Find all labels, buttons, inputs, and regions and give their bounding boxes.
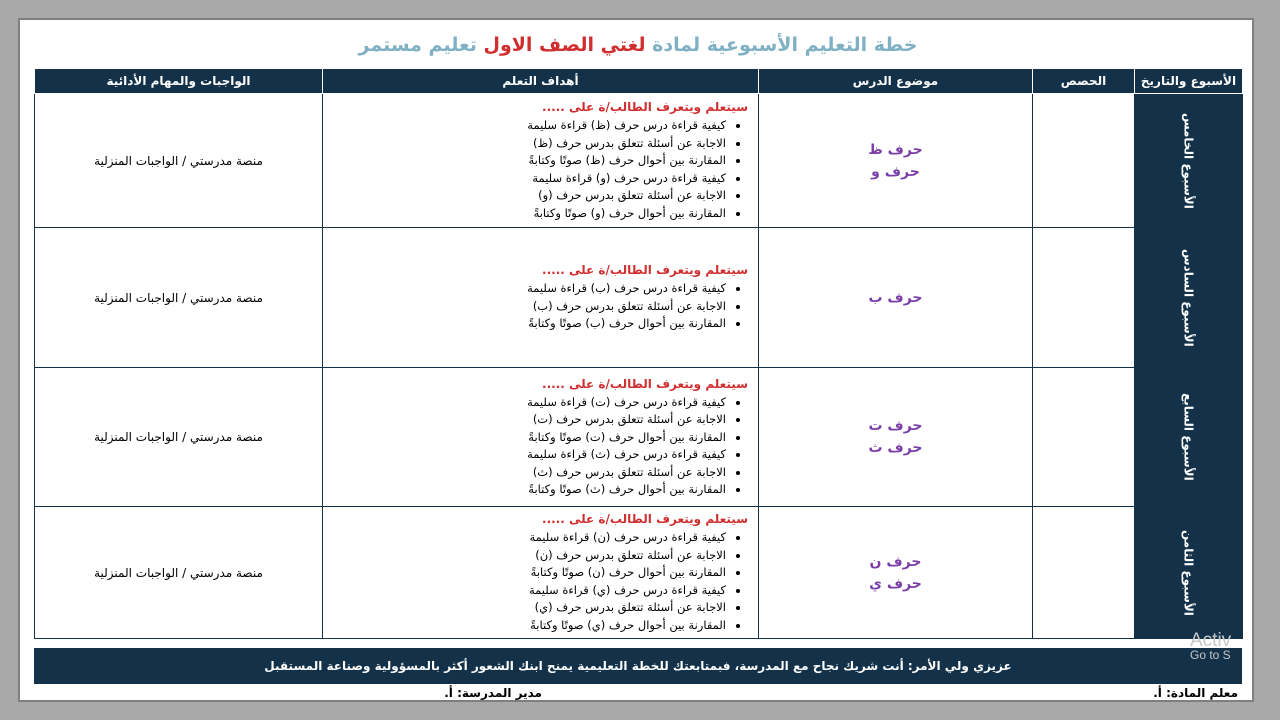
table-row <box>35 368 1243 507</box>
header-goals: أهداف التعلم <box>323 69 759 94</box>
goals-cell <box>323 228 759 368</box>
week-label: الأسبوع الثامن <box>1181 529 1196 616</box>
goal-item: • الاجابة عن أسئلة تتعلق بدرس حرف (ت) <box>333 411 726 429</box>
goal-item: • كيفية قراءة درس حرف (و) قراءة سليمة <box>333 170 726 188</box>
sessions-cell <box>1033 228 1135 368</box>
goal-item: • المقارنة بين أحوال حرف (ن) صوتًا وكتابةً <box>333 564 726 582</box>
activation-watermark <box>1190 630 1231 662</box>
title-part-1: خطة التعليم الأسبوعية لمادة <box>652 34 918 56</box>
goal-item: • الاجابة عن أسئلة تتعلق بدرس حرف (ي) <box>333 599 726 617</box>
goal-list <box>333 280 748 333</box>
tasks-cell: منصة مدرستي / الواجبات المنزلية <box>35 94 323 228</box>
goal-item: • كيفية قراءة درس حرف (ي) قراءة سليمة <box>333 582 726 600</box>
week-cell <box>1135 228 1243 368</box>
goal-item: • الاجابة عن أسئلة تتعلق بدرس حرف (ث) <box>333 464 726 482</box>
topic-cell <box>759 228 1033 368</box>
page-content <box>34 30 1242 700</box>
watermark-line-2: Go to S <box>1190 648 1231 662</box>
goal-item: • الاجابة عن أسئلة تتعلق بدرس حرف (ب) <box>333 298 726 316</box>
teacher-signature: معلم المادة: أ. <box>1153 686 1238 700</box>
sessions-cell <box>1033 368 1135 507</box>
goals-intro: سيتعلم ويتعرف الطالب/ة على ..... <box>542 376 748 391</box>
goal-item: • المقارنة بين أحوال حرف (ت) صوتًا وكتابةً <box>333 429 726 447</box>
header-week: الأسبوع والتاريخ <box>1135 69 1243 94</box>
page-title <box>34 30 1242 60</box>
goals-cell <box>323 507 759 639</box>
table-header-row <box>35 69 1243 94</box>
weekly-plan-table <box>34 68 1243 639</box>
goal-item: • كيفية قراءة درس حرف (ظ) قراءة سليمة <box>333 117 726 135</box>
tasks-cell: منصة مدرستي / الواجبات المنزلية <box>35 368 323 507</box>
title-part-2: لغتي الصف الاول <box>483 34 646 56</box>
goals-intro: سيتعلم ويتعرف الطالب/ة على ..... <box>542 263 748 278</box>
title-part-3: تعليم مستمر <box>358 34 477 56</box>
goals-intro: سيتعلم ويتعرف الطالب/ة على ..... <box>542 100 748 114</box>
table-row <box>35 507 1243 639</box>
tasks-cell: منصة مدرستي / الواجبات المنزلية <box>35 228 323 368</box>
topic-line: حرف ن <box>869 553 922 570</box>
plan-page <box>18 18 1254 702</box>
header-tasks: الواجبات والمهام الأدائية <box>35 69 323 94</box>
watermark-line-1: Activ <box>1190 630 1232 651</box>
topic-cell <box>759 94 1033 228</box>
parent-note-bar: عزيزي ولي الأمر: أنت شريك نجاح مع المدرسة، فبمتابعتك للخطة التعليمية يمنح ابنك الشعور أكثر بالمسؤولية وصناعة المستقبل <box>34 648 1242 684</box>
goal-item: • الاجابة عن أسئلة تتعلق بدرس حرف (و) <box>333 187 726 205</box>
topic-line: حرف ب <box>868 289 923 306</box>
goal-item: • كيفية قراءة درس حرف (ت) قراءة سليمة <box>333 394 726 412</box>
goal-item: • المقارنة بين أحوال حرف (ظ) صوتًا وكتابةً <box>333 152 726 170</box>
week-cell <box>1135 94 1243 228</box>
topic-cell <box>759 507 1033 639</box>
goal-item: • كيفية قراءة درس حرف (ب) قراءة سليمة <box>333 280 726 298</box>
header-sessions: الحصص <box>1033 69 1135 94</box>
goal-item: • كيفية قراءة درس حرف (ن) قراءة سليمة <box>333 529 726 547</box>
week-label: الأسبوع السادس <box>1181 248 1196 347</box>
signature-row <box>34 686 1242 700</box>
week-label: الأسبوع السابع <box>1181 393 1196 481</box>
goals-cell <box>323 368 759 507</box>
table-row <box>35 228 1243 368</box>
goal-list <box>333 117 748 222</box>
goal-list <box>333 529 748 634</box>
goal-item: • المقارنة بين أحوال حرف (و) صوتًا وكتابةً <box>333 205 726 223</box>
sessions-cell <box>1033 94 1135 228</box>
goal-item: • الاجابة عن أسئلة تتعلق بدرس حرف (ظ) <box>333 135 726 153</box>
topic-line: حرف ظ <box>868 141 923 158</box>
goals-intro: سيتعلم ويتعرف الطالب/ة على ..... <box>542 512 748 526</box>
goal-list <box>333 394 748 499</box>
topic-cell <box>759 368 1033 507</box>
week-label: الأسبوع الخامس <box>1181 112 1196 209</box>
topic-line: حرف و <box>871 163 920 180</box>
goals-cell <box>323 94 759 228</box>
goal-item: • المقارنة بين أحوال حرف (ب) صوتًا وكتابةً <box>333 315 726 333</box>
goal-item: • كيفية قراءة درس حرف (ث) قراءة سليمة <box>333 446 726 464</box>
goal-item: • الاجابة عن أسئلة تتعلق بدرس حرف (ن) <box>333 547 726 565</box>
header-topic: موضوع الدرس <box>759 69 1033 94</box>
topic-line: حرف ي <box>869 575 922 592</box>
manager-signature: مدير المدرسة: أ. <box>444 686 542 700</box>
tasks-cell: منصة مدرستي / الواجبات المنزلية <box>35 507 323 639</box>
table-row <box>35 94 1243 228</box>
sessions-cell <box>1033 507 1135 639</box>
topic-line: حرف ت <box>868 418 923 434</box>
topic-line: حرف ث <box>868 440 923 456</box>
week-cell <box>1135 368 1243 507</box>
goal-item: • المقارنة بين أحوال حرف (ي) صوتًا وكتابةً <box>333 617 726 635</box>
week-cell <box>1135 507 1243 639</box>
goal-item: • المقارنة بين أحوال حرف (ث) صوتًا وكتابةً <box>333 481 726 499</box>
